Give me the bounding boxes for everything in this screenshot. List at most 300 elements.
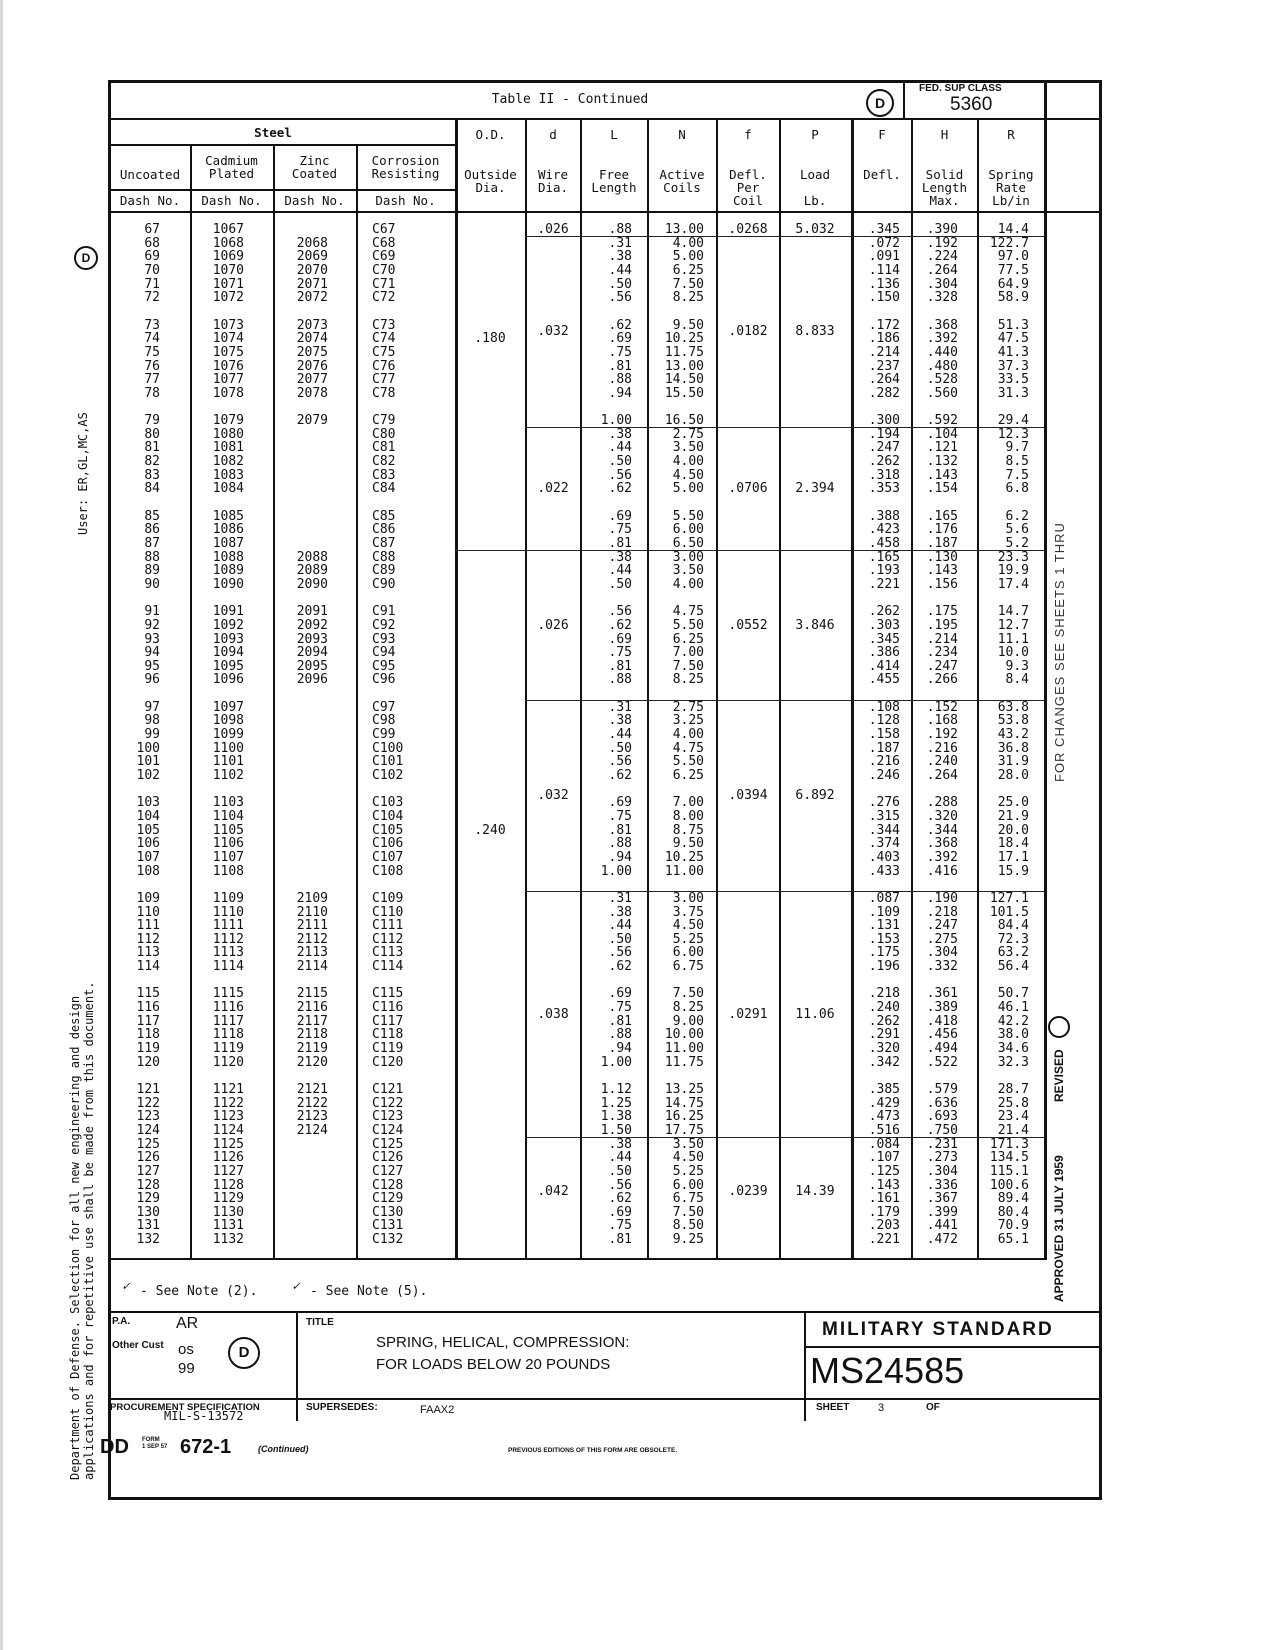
corrosion-cell: C97 bbox=[372, 699, 396, 715]
solid-length-cell: .156 bbox=[926, 576, 958, 592]
solid-length-cell: .392 bbox=[926, 331, 958, 347]
active-coils-cell: 3.50 bbox=[672, 440, 704, 456]
active-coils-cell: 7.50 bbox=[672, 658, 704, 674]
solid-length-cell: .130 bbox=[926, 549, 958, 565]
solid-length-cell: .168 bbox=[926, 713, 958, 729]
free-length-cell: .31 bbox=[608, 235, 632, 251]
free-length-cell: .88 bbox=[608, 1027, 632, 1043]
spring-rate-cell: 25.8 bbox=[997, 1095, 1029, 1111]
spring-rate-cell: 101.5 bbox=[989, 904, 1029, 920]
corrosion-cell: C109 bbox=[372, 890, 404, 906]
uncoated-cell: 93 bbox=[144, 631, 160, 647]
solid-length-cell: .522 bbox=[926, 1054, 958, 1070]
dash-header-3: Dash No. bbox=[284, 193, 345, 208]
active-coils-cell: 6.25 bbox=[672, 631, 704, 647]
active-coils-cell: 3.00 bbox=[672, 890, 704, 906]
col-line-1 bbox=[190, 144, 192, 1258]
cadmium-cell: 1080 bbox=[212, 426, 244, 442]
notes-top-rule bbox=[108, 1258, 1044, 1260]
spring-rate-cell: 23.4 bbox=[997, 1109, 1029, 1125]
corrosion-cell: C103 bbox=[372, 795, 404, 811]
corrosion-cell: C92 bbox=[372, 617, 396, 633]
sheet-label: SHEET bbox=[816, 1402, 850, 1413]
spring-rate-cell: 14.7 bbox=[997, 604, 1029, 620]
free-length-cell: .56 bbox=[608, 945, 632, 961]
active-coils-cell: 5.50 bbox=[672, 508, 704, 524]
active-coils-cell: 14.75 bbox=[664, 1095, 704, 1111]
spring-rate-cell: 28.0 bbox=[997, 768, 1029, 783]
spring-rate-cell: 12.7 bbox=[997, 617, 1029, 633]
note-2-text: - See Note (2). bbox=[140, 1284, 258, 1299]
solid-length-cell: .390 bbox=[926, 222, 958, 237]
corrosion-cell: C131 bbox=[372, 1218, 404, 1234]
solid-length-cell: .288 bbox=[926, 795, 958, 811]
solid-length-cell: .636 bbox=[926, 1095, 958, 1111]
active-coils-cell: 10.00 bbox=[664, 1027, 704, 1043]
defl-cell: .433 bbox=[868, 863, 900, 879]
active-coils-cell: 5.25 bbox=[672, 1163, 704, 1179]
load-group-value: 6.892 bbox=[795, 788, 835, 804]
free-length-cell: .75 bbox=[608, 808, 632, 824]
corrosion-cell: C96 bbox=[372, 672, 396, 688]
defl-cell: .342 bbox=[868, 1054, 900, 1070]
solid-length-cell: .165 bbox=[926, 508, 958, 524]
defl-cell: .194 bbox=[868, 426, 900, 442]
uncoated-cell: 77 bbox=[144, 372, 160, 388]
active-coils-cell: 8.50 bbox=[672, 1218, 704, 1234]
active-coils-cell: 4.00 bbox=[672, 454, 704, 470]
cadmium-cell: 1081 bbox=[212, 440, 244, 456]
solid-length-cell: .104 bbox=[926, 426, 958, 442]
uncoated-cell: 127 bbox=[136, 1163, 160, 1179]
cadmium-cell: 1114 bbox=[212, 959, 244, 975]
footer-top-rule bbox=[108, 1311, 1102, 1313]
cadmium-cell: 1074 bbox=[212, 331, 244, 347]
defl-cell: .262 bbox=[868, 1013, 900, 1029]
active-coils-cell: 3.75 bbox=[672, 904, 704, 920]
spring-rate-cell: 46.1 bbox=[997, 1000, 1029, 1016]
zinc-cell: 2124 bbox=[296, 1122, 328, 1138]
active-coils-cell: 5.00 bbox=[672, 249, 704, 265]
corrosion-cell: C115 bbox=[372, 986, 404, 1002]
of-label: OF bbox=[926, 1402, 940, 1413]
free-length-cell: .69 bbox=[608, 631, 632, 647]
approved-side-text: APPROVED 31 JULY 1959 bbox=[1052, 1155, 1066, 1302]
active-coils-cell: 10.25 bbox=[664, 331, 704, 347]
solid-length-cell: .750 bbox=[926, 1122, 958, 1138]
defl-per-coil-group-value: .0706 bbox=[728, 481, 768, 497]
solid-length-cell: .273 bbox=[926, 1150, 958, 1166]
other-cust-label: Other Cust bbox=[112, 1340, 164, 1351]
spring-rate-cell: 17.1 bbox=[997, 849, 1029, 865]
spring-rate-cell: 28.7 bbox=[997, 1081, 1029, 1097]
for-changes-side-text: FOR CHANGES SEE SHEETS 1 THRU bbox=[1052, 522, 1067, 782]
spring-rate-cell: 58.9 bbox=[997, 290, 1029, 306]
uncoated-cell: 129 bbox=[136, 1191, 160, 1207]
zinc-cell: 2122 bbox=[296, 1095, 328, 1111]
cadmium-cell: 1108 bbox=[212, 863, 244, 879]
spring-rate-cell: 5.6 bbox=[1005, 522, 1029, 538]
solid-length-cell: .214 bbox=[926, 631, 958, 647]
col-line-11 bbox=[911, 118, 913, 1258]
steel-rule bbox=[108, 144, 456, 146]
dash-header-4: Dash No. bbox=[375, 193, 436, 208]
defl-cell: .262 bbox=[868, 604, 900, 620]
spring-rate-cell: 84.4 bbox=[997, 918, 1029, 934]
defl-cell: .246 bbox=[868, 768, 900, 783]
active-coils-cell: 5.50 bbox=[672, 754, 704, 770]
active-coils-cell: 3.00 bbox=[672, 549, 704, 565]
zinc-cell: 2109 bbox=[296, 890, 328, 906]
free-length-cell: .62 bbox=[608, 1191, 632, 1207]
cadmium-cell: 1092 bbox=[212, 617, 244, 633]
dash-header-1: Dash No. bbox=[119, 193, 181, 208]
uncoated-cell: 94 bbox=[144, 645, 160, 661]
cadmium-cell: 1104 bbox=[212, 808, 244, 824]
uncoated-cell: 92 bbox=[144, 617, 160, 633]
spring-rate-cell: 10.0 bbox=[997, 645, 1029, 661]
active-coils-cell: 16.50 bbox=[664, 413, 704, 429]
uncoated-header: Uncoated bbox=[119, 167, 181, 182]
revision-circle: D bbox=[866, 89, 894, 117]
cadmium-cell: 1094 bbox=[212, 645, 244, 661]
solid-length-cell: .176 bbox=[926, 522, 958, 538]
uncoated-cell: 98 bbox=[144, 713, 160, 729]
solid-length-cell: .336 bbox=[926, 1177, 958, 1193]
corrosion-cell: C132 bbox=[372, 1232, 404, 1248]
uncoated-cell: 101 bbox=[136, 754, 160, 770]
defl-cell: .221 bbox=[868, 1232, 900, 1248]
free-length-cell: .50 bbox=[608, 576, 632, 592]
spring-rate-cell: 29.4 bbox=[997, 413, 1029, 429]
solid-length-cell: .579 bbox=[926, 1081, 958, 1097]
defl-cell: .455 bbox=[868, 672, 900, 688]
defl-cell: .240 bbox=[868, 1000, 900, 1016]
corrosion-cell: C93 bbox=[372, 631, 396, 647]
spring-rate-cell: 32.3 bbox=[997, 1054, 1029, 1070]
active-coils-cell: 2.75 bbox=[672, 699, 704, 715]
defl-per-coil-group-value: .0239 bbox=[728, 1184, 768, 1200]
corrosion-cell: C102 bbox=[372, 768, 404, 783]
free-length-cell: .94 bbox=[608, 849, 632, 865]
solid-length-cell: .320 bbox=[926, 808, 958, 824]
spring-rate-cell: 51.3 bbox=[997, 317, 1029, 333]
defl-cell: .153 bbox=[868, 931, 900, 947]
footer-mid-rule bbox=[108, 1398, 1102, 1400]
cadmium-cell: 1091 bbox=[212, 604, 244, 620]
corrosion-cell: C118 bbox=[372, 1027, 404, 1043]
solid-length-cell: .264 bbox=[926, 262, 958, 278]
corrosion-cell: C124 bbox=[372, 1122, 404, 1138]
cadmium-cell: 1087 bbox=[212, 535, 244, 551]
cadmium-cell: 1110 bbox=[212, 904, 244, 920]
zinc-cell: 2110 bbox=[296, 904, 328, 920]
corrosion-cell: C112 bbox=[372, 931, 404, 947]
corrosion-cell: C128 bbox=[372, 1177, 404, 1193]
defl-cell: .300 bbox=[868, 413, 900, 429]
uncoated-cell: 75 bbox=[144, 344, 160, 360]
zinc-cell: 2115 bbox=[296, 986, 328, 1002]
defl-cell: .196 bbox=[868, 959, 900, 975]
active-coils-cell: 11.75 bbox=[664, 344, 704, 360]
uncoated-cell: 128 bbox=[136, 1177, 160, 1193]
active-coils-cell: 13.00 bbox=[664, 358, 704, 374]
uncoated-cell: 73 bbox=[144, 317, 160, 333]
n-code: N bbox=[678, 127, 686, 142]
uncoated-cell: 85 bbox=[144, 508, 160, 524]
active-coils-cell: 8.25 bbox=[672, 672, 704, 688]
active-coils-cell: 6.75 bbox=[672, 1191, 704, 1207]
previous-editions-note: PREVIOUS EDITIONS OF THIS FORM ARE OBSOLETE. bbox=[508, 1447, 678, 1454]
zinc-cell: 2072 bbox=[296, 290, 328, 306]
defl-cell: .353 bbox=[868, 481, 900, 497]
free-length-cell: .50 bbox=[608, 1163, 632, 1179]
zinc-cell: 2089 bbox=[296, 563, 328, 579]
defl-cell: .091 bbox=[868, 249, 900, 265]
active-coils-cell: 16.25 bbox=[664, 1109, 704, 1125]
cadmium-cell: 1088 bbox=[212, 549, 244, 565]
corrosion-cell: C81 bbox=[372, 440, 396, 456]
spring-rate-cell: 8.5 bbox=[1005, 454, 1029, 470]
supersedes-value: FAAX2 bbox=[420, 1404, 455, 1416]
solid-length-cell: .480 bbox=[926, 358, 958, 374]
solid-length-cell: .441 bbox=[926, 1218, 958, 1234]
solid-length-cell: .456 bbox=[926, 1027, 958, 1043]
cadmium-cell: 1103 bbox=[212, 795, 244, 811]
uncoated-cell: 125 bbox=[136, 1136, 160, 1152]
active-coils-cell: 5.50 bbox=[672, 617, 704, 633]
defl-cell: .179 bbox=[868, 1204, 900, 1220]
active-coils-cell: 2.75 bbox=[672, 426, 704, 442]
cadmium-cell: 1122 bbox=[212, 1095, 244, 1111]
spring-rate-cell: 65.1 bbox=[997, 1232, 1029, 1248]
cadmium-cell: 1121 bbox=[212, 1081, 244, 1097]
spring-rate-cell: 64.9 bbox=[997, 276, 1029, 292]
other-cust-2: 99 bbox=[178, 1360, 195, 1377]
spring-rate-cell: 9.3 bbox=[1005, 658, 1029, 674]
solid-length-cell: .132 bbox=[926, 454, 958, 470]
spring-rate-cell: 21.4 bbox=[997, 1122, 1029, 1138]
solid-length-cell: .234 bbox=[926, 645, 958, 661]
spring-rate-cell: 41.3 bbox=[997, 344, 1029, 360]
solid-length-cell: .192 bbox=[926, 727, 958, 743]
corrosion-cell: C75 bbox=[372, 344, 396, 360]
n-name: Active Coils bbox=[659, 167, 705, 195]
defl-cell: .136 bbox=[868, 276, 900, 292]
free-length-cell: .56 bbox=[608, 754, 632, 770]
d-name: Wire Dia. bbox=[537, 167, 569, 195]
active-coils-cell: 5.00 bbox=[672, 481, 704, 497]
defl-cell: .072 bbox=[868, 235, 900, 251]
free-length-cell: 1.12 bbox=[600, 1081, 632, 1097]
free-length-cell: .44 bbox=[608, 563, 632, 579]
free-length-cell: .62 bbox=[608, 317, 632, 333]
uncoated-cell: 131 bbox=[136, 1218, 160, 1234]
fed-class-label: FED. SUP CLASS bbox=[919, 83, 1002, 94]
defl-cell: .388 bbox=[868, 508, 900, 524]
cadmium-cell: 1101 bbox=[212, 754, 244, 770]
military-standard-label: MILITARY STANDARD bbox=[822, 1319, 1054, 1340]
col-line-5 bbox=[525, 118, 527, 1258]
uncoated-cell: 112 bbox=[136, 931, 160, 947]
uncoated-cell: 96 bbox=[144, 672, 160, 688]
solid-length-cell: .224 bbox=[926, 249, 958, 265]
active-coils-cell: 6.00 bbox=[672, 945, 704, 961]
solid-length-cell: .392 bbox=[926, 849, 958, 865]
corrosion-cell: C95 bbox=[372, 658, 396, 674]
defl-cell: .221 bbox=[868, 576, 900, 592]
proc-spec-value: MIL-S-13572 bbox=[164, 1409, 244, 1423]
free-length-cell: .81 bbox=[608, 535, 632, 551]
corrosion-cell: C94 bbox=[372, 645, 396, 661]
wire-dia-group-value: .026 bbox=[537, 617, 569, 633]
solid-length-cell: .187 bbox=[926, 535, 958, 551]
cadmium-cell: 1111 bbox=[212, 918, 244, 934]
col-line-3 bbox=[356, 144, 358, 1258]
col-line-2 bbox=[273, 144, 275, 1258]
active-coils-cell: 6.00 bbox=[672, 522, 704, 538]
solid-length-cell: .368 bbox=[926, 836, 958, 852]
defl-cell: .403 bbox=[868, 849, 900, 865]
load-group-value: 14.39 bbox=[795, 1184, 835, 1200]
defl-cell: .109 bbox=[868, 904, 900, 920]
cadmium-cell: 1076 bbox=[212, 358, 244, 374]
defl-cell: .187 bbox=[868, 740, 900, 756]
spring-rate-cell: 6.8 bbox=[1005, 481, 1029, 497]
defl-cell: .414 bbox=[868, 658, 900, 674]
active-coils-cell: 6.75 bbox=[672, 959, 704, 975]
solid-length-cell: .416 bbox=[926, 863, 958, 879]
active-coils-cell: 6.25 bbox=[672, 768, 704, 783]
spring-rate-cell: 31.9 bbox=[997, 754, 1029, 770]
cadmium-cell: 1078 bbox=[212, 385, 244, 401]
free-length-cell: .81 bbox=[608, 822, 632, 838]
uncoated-cell: 70 bbox=[144, 262, 160, 278]
uncoated-cell: 97 bbox=[144, 699, 160, 715]
zinc-cell: 2075 bbox=[296, 344, 328, 360]
cadmium-cell: 1085 bbox=[212, 508, 244, 524]
cadmium-cell: 1089 bbox=[212, 563, 244, 579]
uncoated-cell: 87 bbox=[144, 535, 160, 551]
defl-cell: .084 bbox=[868, 1136, 900, 1152]
active-coils-cell: 4.50 bbox=[672, 918, 704, 934]
spring-rate-cell: 63.8 bbox=[997, 699, 1029, 715]
uncoated-cell: 123 bbox=[136, 1109, 160, 1125]
form-number: 672-1 bbox=[180, 1436, 232, 1458]
zinc-cell: 2114 bbox=[296, 959, 328, 975]
uncoated-cell: 71 bbox=[144, 276, 160, 292]
user-side-text: User: ER,GL,MC,AS bbox=[76, 412, 90, 535]
corrosion-cell: C78 bbox=[372, 385, 396, 401]
cadmium-cell: 1075 bbox=[212, 344, 244, 360]
uncoated-cell: 117 bbox=[136, 1013, 160, 1029]
uncoated-cell: 83 bbox=[144, 467, 160, 483]
dept-side-text-2: applications and for repetitive use shall be made from this document. bbox=[82, 981, 96, 1480]
cadmium-cell: 1123 bbox=[212, 1109, 244, 1125]
corrosion-cell: C126 bbox=[372, 1150, 404, 1166]
uncoated-cell: 88 bbox=[144, 549, 160, 565]
zinc-cell: 2073 bbox=[296, 317, 328, 333]
cadmium-cell: 1097 bbox=[212, 699, 244, 715]
spring-rate-cell: 115.1 bbox=[989, 1163, 1029, 1179]
spring-rate-cell: 23.3 bbox=[997, 549, 1029, 565]
spring-rate-cell: 47.5 bbox=[997, 331, 1029, 347]
cadmium-cell: 1115 bbox=[212, 986, 244, 1002]
defl-cell: .218 bbox=[868, 986, 900, 1002]
corrosion-cell: C104 bbox=[372, 808, 404, 824]
active-coils-cell: 11.00 bbox=[664, 863, 704, 879]
cadmium-cell: 1112 bbox=[212, 931, 244, 947]
corrosion-cell: C123 bbox=[372, 1109, 404, 1125]
defl-cell: .320 bbox=[868, 1041, 900, 1056]
corrosion-cell: C119 bbox=[372, 1041, 404, 1056]
corrosion-cell: C87 bbox=[372, 535, 396, 551]
free-length-cell: .75 bbox=[608, 522, 632, 538]
active-coils-cell: 7.50 bbox=[672, 1204, 704, 1220]
title-line-1: SPRING, HELICAL, COMPRESSION: bbox=[376, 1334, 630, 1351]
free-length-cell: .38 bbox=[608, 249, 632, 265]
zinc-cell: 2090 bbox=[296, 576, 328, 592]
cadmium-cell: 1084 bbox=[212, 481, 244, 497]
defl-cell: .458 bbox=[868, 535, 900, 551]
free-length-cell: .56 bbox=[608, 467, 632, 483]
free-length-cell: .94 bbox=[608, 1041, 632, 1056]
col-line-6 bbox=[580, 118, 582, 1258]
uncoated-cell: 86 bbox=[144, 522, 160, 538]
solid-length-cell: .266 bbox=[926, 672, 958, 688]
zinc-cell: 2094 bbox=[296, 645, 328, 661]
corrosion-cell: C130 bbox=[372, 1204, 404, 1220]
solid-length-cell: .240 bbox=[926, 754, 958, 770]
solid-length-cell: .218 bbox=[926, 904, 958, 920]
cadmium-cell: 1117 bbox=[212, 1013, 244, 1029]
footer-div-2 bbox=[804, 1311, 806, 1421]
title-label: TITLE bbox=[306, 1317, 334, 1328]
cadmium-cell: 1128 bbox=[212, 1177, 244, 1193]
uncoated-cell: 118 bbox=[136, 1027, 160, 1043]
proc-spec-label: PROCUREMENT SPECIFICATION bbox=[110, 1402, 260, 1413]
corrosion-cell: C69 bbox=[372, 249, 396, 265]
free-length-cell: 1.50 bbox=[600, 1122, 632, 1138]
active-coils-cell: 11.75 bbox=[664, 1054, 704, 1070]
cadmium-cell: 1073 bbox=[212, 317, 244, 333]
uncoated-cell: 81 bbox=[144, 440, 160, 456]
title-line-2: FOR LOADS BELOW 20 POUNDS bbox=[376, 1356, 611, 1373]
l-name: Free Length bbox=[591, 167, 637, 195]
free-length-cell: .69 bbox=[608, 986, 632, 1002]
corrosion-cell: C99 bbox=[372, 727, 396, 743]
cadmium-cell: 1069 bbox=[212, 249, 244, 265]
solid-length-cell: .154 bbox=[926, 481, 958, 497]
corrosion-cell: C88 bbox=[372, 549, 396, 565]
fed-class-divider bbox=[903, 80, 905, 120]
solid-length-cell: .592 bbox=[926, 413, 958, 429]
table-title: Table II - Continued bbox=[491, 92, 649, 107]
uncoated-cell: 67 bbox=[144, 222, 160, 237]
defl-cell: .175 bbox=[868, 945, 900, 961]
zinc-cell: 2091 bbox=[296, 604, 328, 620]
defl-cell: .315 bbox=[868, 808, 900, 824]
solid-length-cell: .143 bbox=[926, 563, 958, 579]
active-coils-cell: 5.25 bbox=[672, 931, 704, 947]
cadmium-cell: 1106 bbox=[212, 836, 244, 852]
corrosion-cell: C129 bbox=[372, 1191, 404, 1207]
corrosion-cell: C106 bbox=[372, 836, 404, 852]
defl-cell: .114 bbox=[868, 262, 900, 278]
load-group-value: 5.032 bbox=[795, 222, 835, 237]
solid-length-cell: .264 bbox=[926, 768, 958, 783]
corrosion-cell: C116 bbox=[372, 1000, 404, 1016]
